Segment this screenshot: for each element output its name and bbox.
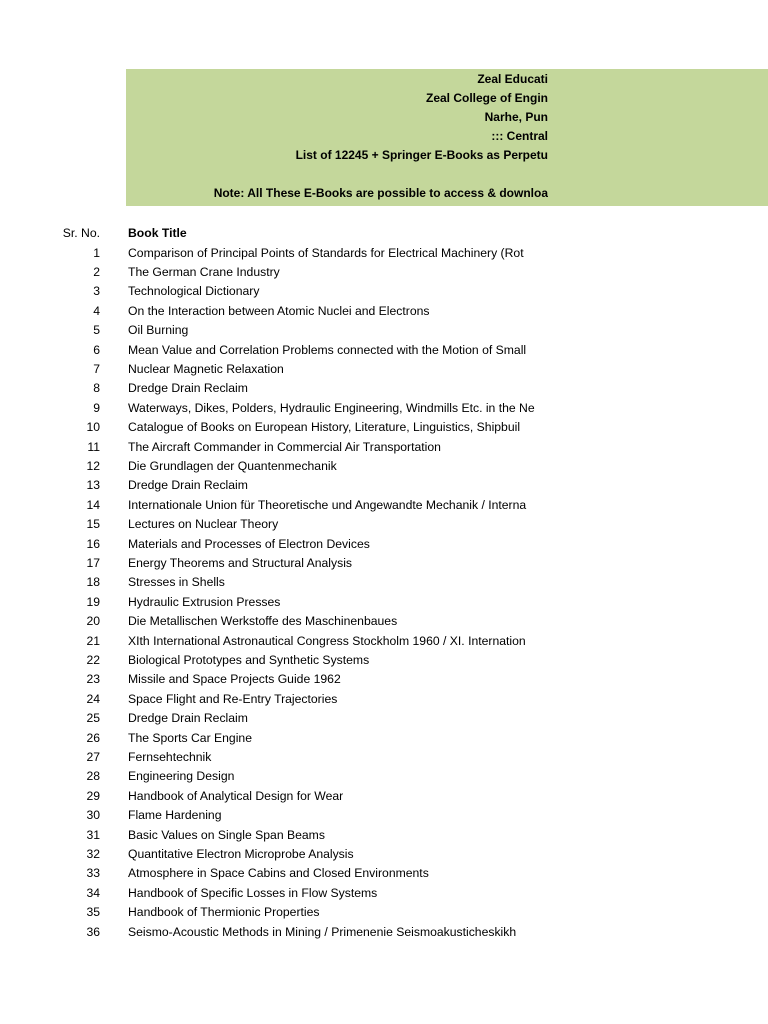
sr-no-cell: 23 — [86, 672, 100, 687]
banner-line: ::: Central — [491, 129, 548, 143]
header-banner-text — [126, 69, 548, 206]
sr-no-cell: 10 — [86, 420, 100, 435]
sr-no-cell: 9 — [93, 400, 100, 415]
book-title-cell: Internationale Union für Theoretische und Angewandte Mechanik / Interna — [128, 497, 527, 512]
table-row — [0, 767, 768, 786]
sr-no-cell: 5 — [93, 323, 100, 338]
book-title-cell: Nuclear Magnetic Relaxation — [128, 361, 284, 376]
table-row — [0, 787, 768, 806]
sr-no-cell: 31 — [86, 827, 100, 842]
book-title-cell: Die Metallischen Werkstoffe des Maschinenbaues — [128, 614, 398, 629]
sr-no-cell: 22 — [86, 652, 100, 667]
sr-no-cell: 26 — [86, 730, 100, 745]
book-title-cell: Seismo-Acoustic Methods in Mining / Primenenie Seismoakusticheskikh — [128, 924, 517, 939]
table-row — [0, 244, 768, 263]
book-title-cell: Comparison of Principal Points of Standards for Electrical Machinery (Rot — [128, 245, 524, 260]
table-row — [0, 418, 768, 437]
book-title-cell: Oil Burning — [128, 323, 189, 338]
table-row — [0, 535, 768, 554]
sr-no-cell: 29 — [86, 788, 100, 803]
sr-no-cell: 16 — [86, 536, 100, 551]
book-title-cell: The Aircraft Commander in Commercial Air Transportation — [128, 439, 441, 454]
banner-line: List of 12245 + Springer E-Books as Perpetu — [295, 148, 548, 162]
sr-no-cell: 34 — [86, 885, 100, 900]
book-title-cell: Dredge Drain Reclaim — [128, 711, 248, 726]
banner-line: Note: All These E-Books are possible to access & downloa — [213, 186, 548, 200]
sr-no-header: Sr. No. — [62, 226, 100, 240]
sr-no-cell: 20 — [86, 614, 100, 629]
sr-no-cell: 11 — [87, 439, 100, 454]
book-title-cell: Lectures on Nuclear Theory — [128, 517, 279, 532]
table-row — [0, 612, 768, 631]
book-title-cell: Materials and Processes of Electron Devices — [128, 536, 370, 551]
book-title-cell: Die Grundlagen der Quantenmechanik — [128, 458, 337, 473]
book-title-cell: Mean Value and Correlation Problems connected with the Motion of Small — [128, 342, 527, 357]
sr-no-cell: 7 — [93, 361, 100, 376]
table-row — [0, 476, 768, 495]
sr-no-cell: 21 — [86, 633, 100, 648]
sr-no-cell: 24 — [86, 691, 100, 706]
book-title-cell: Dredge Drain Reclaim — [128, 478, 248, 493]
sr-no-cell: 6 — [93, 342, 100, 357]
table-row — [0, 670, 768, 689]
table-row — [0, 554, 768, 573]
banner-line: Narhe, Pun — [484, 110, 548, 124]
table-row — [0, 806, 768, 825]
banner-line: Zeal College of Engin — [425, 91, 548, 105]
table-row — [0, 457, 768, 476]
sr-no-cell: 1 — [93, 245, 100, 260]
sr-no-cell: 36 — [86, 924, 100, 939]
table-row — [0, 515, 768, 534]
sr-no-cell: 14 — [86, 497, 100, 512]
table-row — [0, 709, 768, 728]
sr-no-cell: 33 — [86, 866, 100, 881]
book-title-cell: Quantitative Electron Microprobe Analysis — [128, 846, 354, 861]
book-title-cell: Catalogue of Books on European History, Literature, Linguistics, Shipbuil — [128, 420, 521, 435]
table-header-row — [0, 224, 768, 243]
table-row — [0, 651, 768, 670]
book-title-cell: The German Crane Industry — [128, 264, 280, 279]
table-row — [0, 748, 768, 767]
book-title-cell: Energy Theorems and Structural Analysis — [128, 555, 352, 570]
table-row — [0, 845, 768, 864]
table-row — [0, 632, 768, 651]
book-title-cell: Basic Values on Single Span Beams — [128, 827, 325, 842]
table-row — [0, 282, 768, 301]
sr-no-cell: 8 — [93, 381, 100, 396]
sr-no-cell: 27 — [86, 749, 100, 764]
table-row — [0, 263, 768, 282]
table-row — [0, 573, 768, 592]
table-row — [0, 826, 768, 845]
sr-no-cell: 15 — [86, 517, 100, 532]
table-row — [0, 341, 768, 360]
sr-no-cell: 30 — [86, 808, 100, 823]
sr-no-cell: 19 — [86, 594, 100, 609]
book-title-cell: The Sports Car Engine — [128, 730, 252, 745]
table-row — [0, 884, 768, 903]
book-title-cell: XIth International Astronautical Congress Stockholm 1960 / XI. Internation — [128, 633, 526, 648]
book-title-cell: Missile and Space Projects Guide 1962 — [128, 672, 341, 687]
book-title-cell: Engineering Design — [128, 769, 235, 784]
book-title-cell: Space Flight and Re-Entry Trajectories — [128, 691, 338, 706]
sr-no-cell: 28 — [86, 769, 100, 784]
book-title-cell: Hydraulic Extrusion Presses — [128, 594, 281, 609]
table-row — [0, 321, 768, 340]
table-row — [0, 399, 768, 418]
table-row — [0, 379, 768, 398]
sr-no-cell: 18 — [86, 575, 100, 590]
table-row — [0, 496, 768, 515]
table-row — [0, 690, 768, 709]
table-row — [0, 593, 768, 612]
table-row — [0, 729, 768, 748]
book-title-cell: Handbook of Specific Losses in Flow Systems — [128, 885, 378, 900]
banner-line: Zeal Educati — [477, 72, 548, 86]
book-title-cell: Fernsehtechnik — [128, 749, 212, 764]
sr-no-cell: 2 — [93, 264, 100, 279]
sr-no-cell: 17 — [86, 555, 100, 570]
book-title-cell: Technological Dictionary — [128, 284, 260, 299]
sr-no-cell: 35 — [86, 905, 100, 920]
book-title-cell: Dredge Drain Reclaim — [128, 381, 248, 396]
book-title-cell: Flame Hardening — [128, 808, 222, 823]
table-row — [0, 360, 768, 379]
sr-no-cell: 12 — [86, 458, 100, 473]
table-row — [0, 438, 768, 457]
book-title-cell: On the Interaction between Atomic Nuclei and Electrons — [128, 303, 430, 318]
book-title-cell: Waterways, Dikes, Polders, Hydraulic Engineering, Windmills Etc. in the Ne — [128, 400, 535, 415]
book-title-cell: Biological Prototypes and Synthetic Systems — [128, 652, 370, 667]
book-title-cell: Stresses in Shells — [128, 575, 225, 590]
book-title-cell: Handbook of Analytical Design for Wear — [128, 788, 344, 803]
book-title-cell: Atmosphere in Space Cabins and Closed Environments — [128, 866, 429, 881]
sr-no-cell: 3 — [93, 284, 100, 299]
table-row — [0, 302, 768, 321]
book-title-cell: Handbook of Thermionic Properties — [128, 905, 320, 920]
table-row — [0, 864, 768, 883]
table-row — [0, 903, 768, 922]
sr-no-cell: 13 — [86, 478, 100, 493]
book-title-header: Book Title — [128, 226, 187, 240]
sr-no-cell: 25 — [86, 711, 100, 726]
table-row — [0, 923, 768, 942]
sr-no-cell: 4 — [93, 303, 100, 318]
sr-no-cell: 32 — [86, 846, 100, 861]
